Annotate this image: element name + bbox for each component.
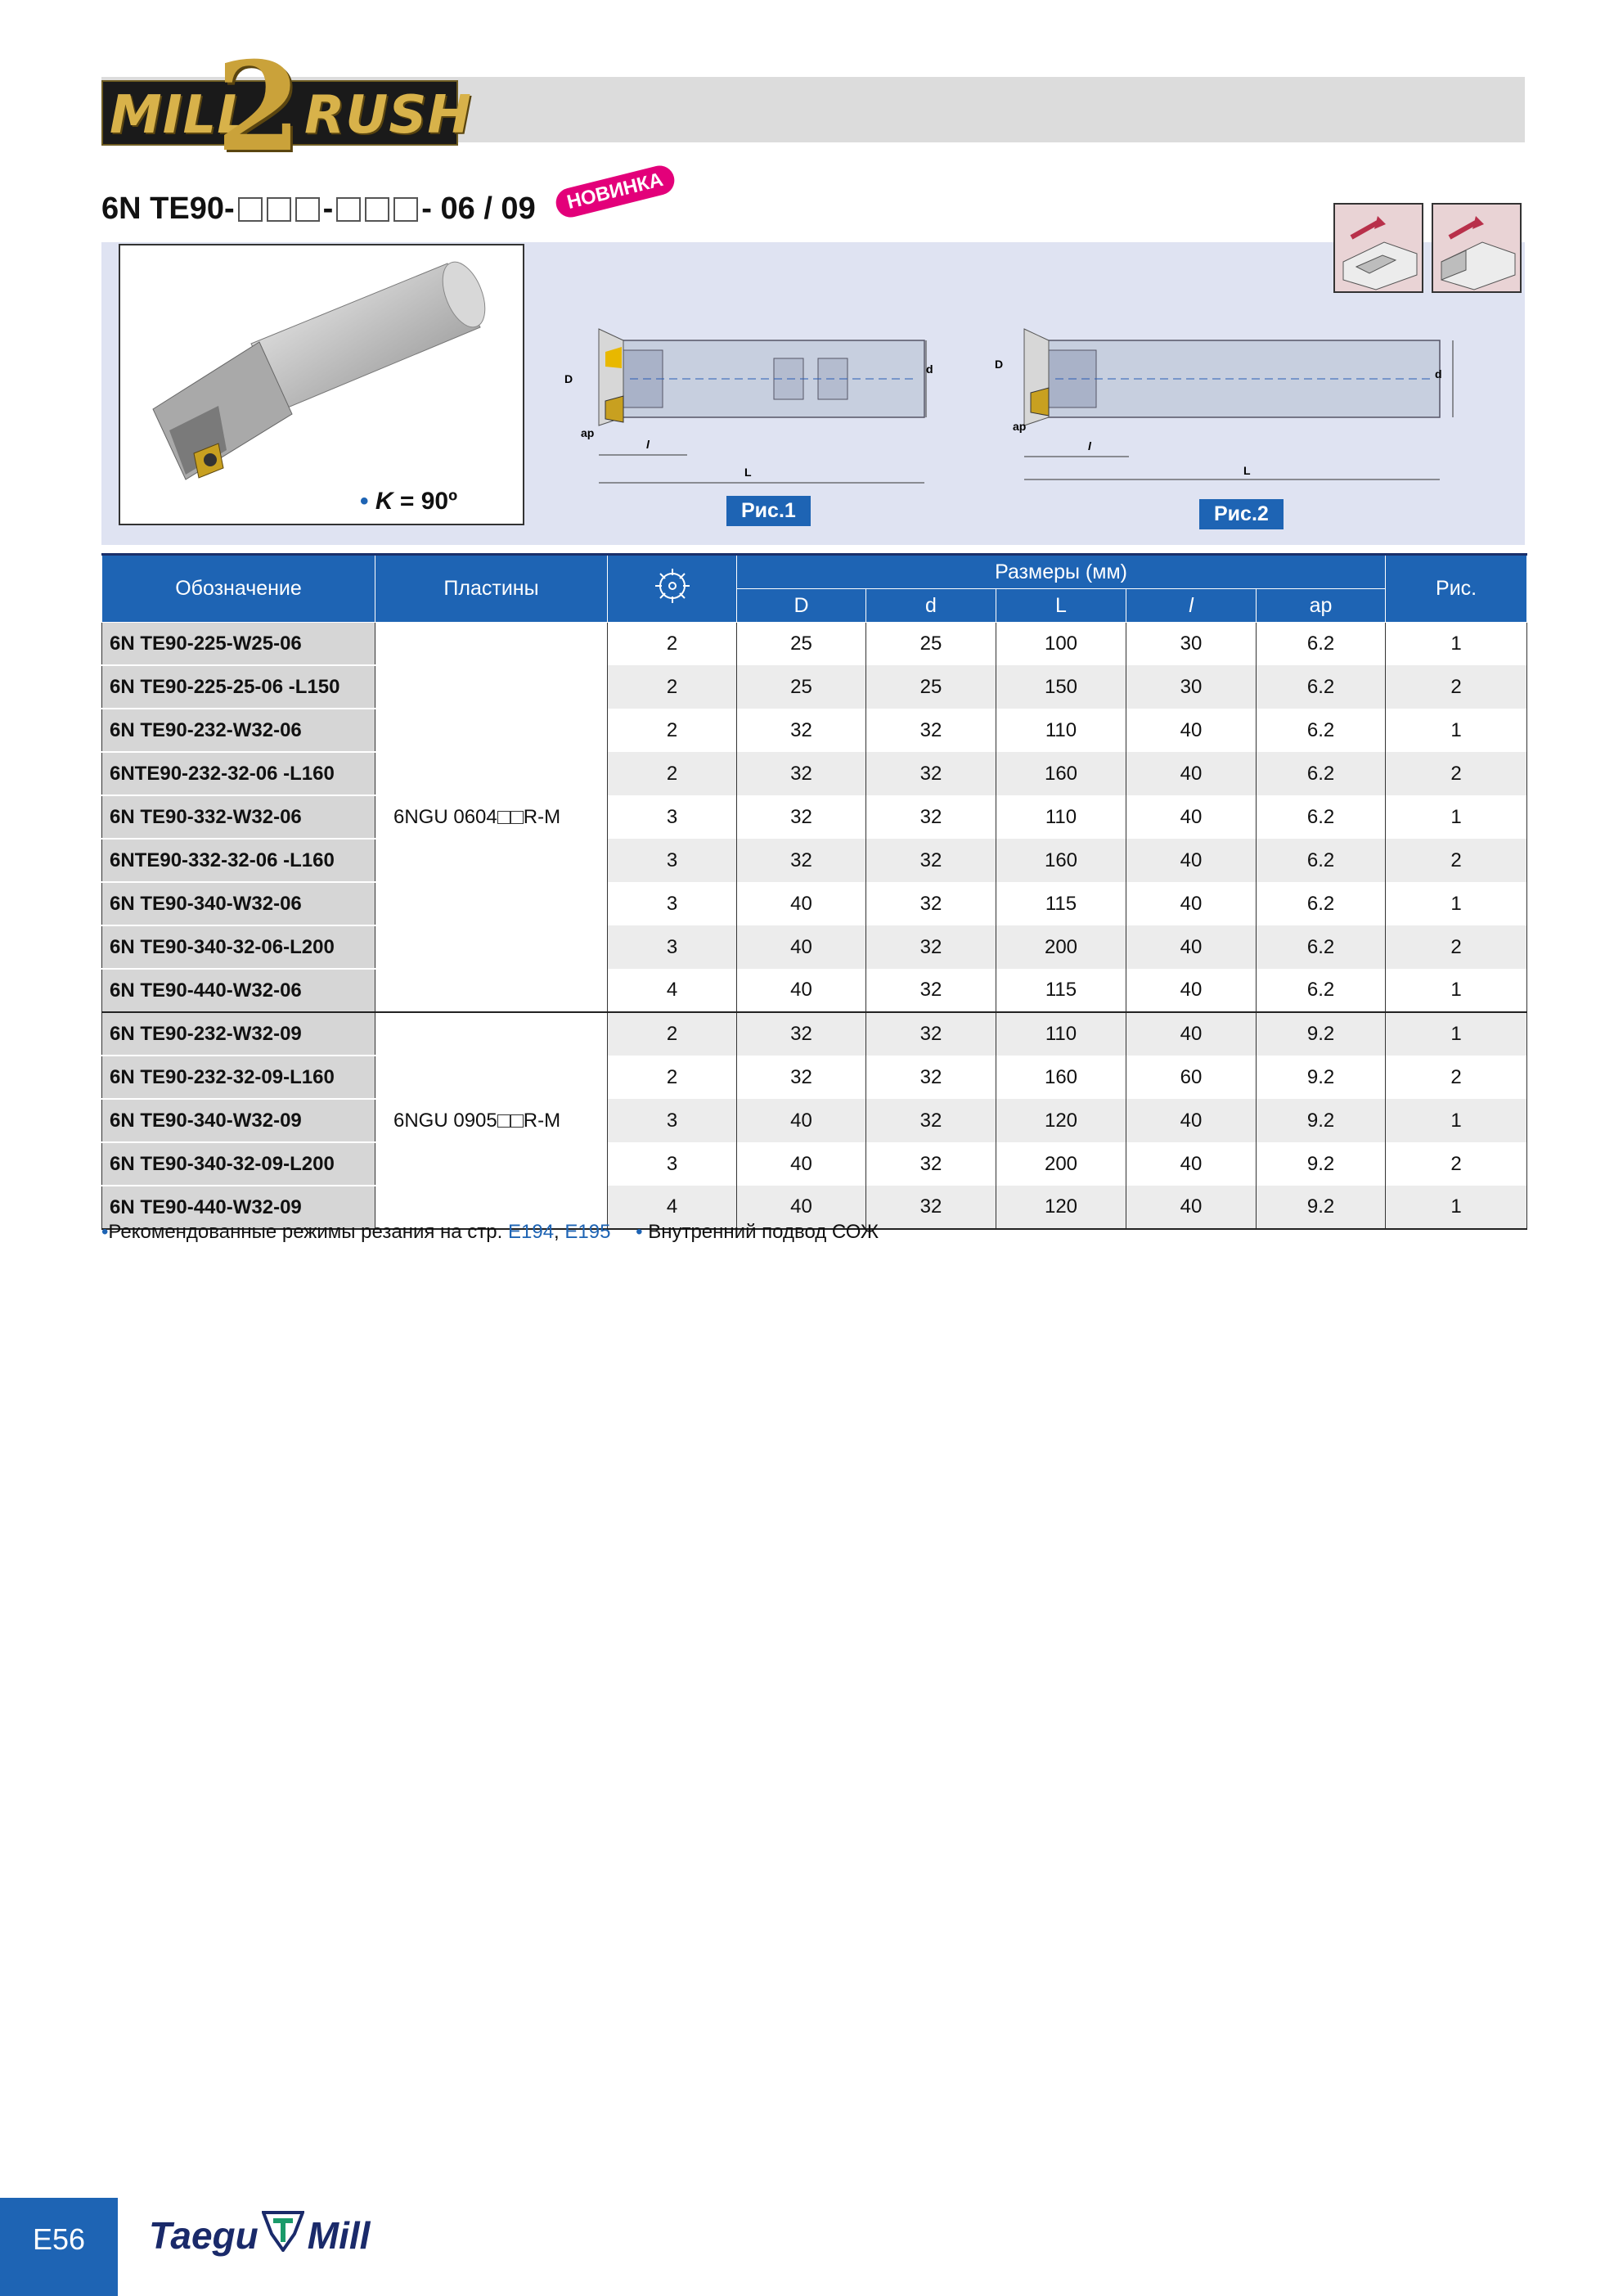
cell-ap: 9.2 bbox=[1257, 1142, 1386, 1186]
title-separator: - bbox=[322, 191, 334, 226]
cell-fig: 2 bbox=[1386, 1142, 1527, 1186]
cell-D: 40 bbox=[737, 1186, 866, 1229]
cell-insert: 6NGU 0604 R-M bbox=[375, 623, 608, 1013]
end-mill-photo-icon bbox=[120, 245, 523, 524]
table-row bbox=[102, 795, 1527, 839]
cell-fig: 1 bbox=[1386, 795, 1527, 839]
cell-ap: 6.2 bbox=[1257, 795, 1386, 839]
cell-designation: 6N TE90-225-25-06 -L150 bbox=[102, 665, 375, 709]
cell-designation: 6N TE90-232-32-09-L160 bbox=[102, 1056, 375, 1099]
fig2-dim-ap: ap bbox=[1013, 420, 1027, 433]
cell-l: 40 bbox=[1126, 1186, 1257, 1229]
fig1-drawing bbox=[556, 311, 941, 491]
cell-ap: 6.2 bbox=[1257, 709, 1386, 752]
cell-L: 110 bbox=[996, 795, 1126, 839]
cell-D: 25 bbox=[737, 665, 866, 709]
cell-ap: 6.2 bbox=[1257, 969, 1386, 1012]
cell-L: 110 bbox=[996, 1012, 1126, 1056]
cell-ap: 6.2 bbox=[1257, 665, 1386, 709]
cell-fig: 2 bbox=[1386, 1056, 1527, 1099]
cell-l: 40 bbox=[1126, 752, 1257, 795]
product-title bbox=[101, 191, 536, 227]
cell-l: 40 bbox=[1126, 1012, 1257, 1056]
cell-fig: 1 bbox=[1386, 969, 1527, 1012]
fig1-dim-D: D bbox=[564, 372, 573, 385]
cell-z: 2 bbox=[608, 752, 737, 795]
cell-l: 40 bbox=[1126, 795, 1257, 839]
cell-d: 32 bbox=[866, 709, 996, 752]
cell-designation: 6N TE90-340-W32-06 bbox=[102, 882, 375, 925]
shoulder-milling-icon bbox=[1432, 203, 1522, 293]
logo-text-right: RUSH bbox=[304, 85, 472, 146]
table-row bbox=[102, 882, 1527, 925]
cell-ap: 6.2 bbox=[1257, 882, 1386, 925]
fig1-dim-ap: ap bbox=[581, 426, 595, 439]
cell-fig: 1 bbox=[1386, 1012, 1527, 1056]
cell-L: 150 bbox=[996, 665, 1126, 709]
fig2-drawing bbox=[982, 311, 1464, 491]
cell-designation: 6N TE90-340-32-09-L200 bbox=[102, 1142, 375, 1186]
cell-D: 32 bbox=[737, 839, 866, 882]
col-dimensions: Размеры (мм) bbox=[737, 555, 1386, 589]
side-milling-icon bbox=[1333, 203, 1423, 293]
cell-fig: 2 bbox=[1386, 665, 1527, 709]
title-prefix: 6N TE90- bbox=[101, 191, 235, 226]
table-row bbox=[102, 1099, 1527, 1142]
cell-ap: 6.2 bbox=[1257, 839, 1386, 882]
cell-ap: 6.2 bbox=[1257, 623, 1386, 666]
cell-l: 40 bbox=[1126, 969, 1257, 1012]
table-row bbox=[102, 752, 1527, 795]
cell-d: 32 bbox=[866, 1186, 996, 1229]
cell-d: 32 bbox=[866, 795, 996, 839]
cell-z: 3 bbox=[608, 1142, 737, 1186]
cell-d: 32 bbox=[866, 752, 996, 795]
cell-d: 25 bbox=[866, 623, 996, 666]
table-row bbox=[102, 1142, 1527, 1186]
col-D: D bbox=[737, 589, 866, 623]
cell-l: 40 bbox=[1126, 882, 1257, 925]
taegu-mill-logo bbox=[149, 2209, 370, 2261]
cell-fig: 1 bbox=[1386, 709, 1527, 752]
table-row bbox=[102, 623, 1527, 666]
cell-l: 40 bbox=[1126, 839, 1257, 882]
cell-L: 160 bbox=[996, 839, 1126, 882]
brand-left: Taegu bbox=[149, 2213, 259, 2257]
footnotes: •Рекомендованные режимы резания на стр. E194, E195 • Внутренний подвод СОЖ bbox=[101, 1221, 879, 1243]
cell-ap: 9.2 bbox=[1257, 1099, 1386, 1142]
cell-z: 2 bbox=[608, 709, 737, 752]
cell-d: 32 bbox=[866, 1142, 996, 1186]
table-row bbox=[102, 1056, 1527, 1099]
fig2-label: Рис.2 bbox=[1199, 499, 1284, 529]
new-badge: НОВИНКА bbox=[553, 163, 677, 221]
cell-designation: 6N TE90-232-W32-06 bbox=[102, 709, 375, 752]
taegu-t-icon bbox=[262, 2209, 304, 2261]
col-L: L bbox=[996, 589, 1126, 623]
cell-d: 32 bbox=[866, 925, 996, 969]
table-row bbox=[102, 1012, 1527, 1056]
cell-L: 160 bbox=[996, 752, 1126, 795]
cell-fig: 2 bbox=[1386, 925, 1527, 969]
cell-D: 32 bbox=[737, 1012, 866, 1056]
cell-z: 2 bbox=[608, 1012, 737, 1056]
cell-L: 200 bbox=[996, 1142, 1126, 1186]
fig1-label: Рис.1 bbox=[726, 496, 811, 526]
cell-D: 32 bbox=[737, 1056, 866, 1099]
cell-D: 32 bbox=[737, 752, 866, 795]
cell-ap: 6.2 bbox=[1257, 752, 1386, 795]
cell-l: 60 bbox=[1126, 1056, 1257, 1099]
title-suffix: - 06 / 09 bbox=[421, 191, 536, 226]
cell-D: 40 bbox=[737, 882, 866, 925]
cell-d: 25 bbox=[866, 665, 996, 709]
fig2-dim-d: d bbox=[1435, 367, 1442, 380]
cell-l: 40 bbox=[1126, 1142, 1257, 1186]
cell-z: 2 bbox=[608, 665, 737, 709]
col-inserts: Пластины bbox=[375, 555, 608, 623]
cell-z: 3 bbox=[608, 1099, 737, 1142]
fig2-dim-D: D bbox=[995, 358, 1004, 371]
col-fig: Рис. bbox=[1386, 555, 1527, 623]
col-teeth bbox=[608, 555, 737, 623]
cell-L: 120 bbox=[996, 1099, 1126, 1142]
cell-fig: 2 bbox=[1386, 839, 1527, 882]
cell-designation: 6N TE90-232-W32-09 bbox=[102, 1012, 375, 1056]
cell-D: 32 bbox=[737, 709, 866, 752]
fig1-dim-l: l bbox=[646, 438, 650, 451]
mill2rush-logo bbox=[101, 35, 472, 179]
tool-photo bbox=[119, 244, 524, 525]
cell-fig: 2 bbox=[1386, 752, 1527, 795]
fig2-dim-l: l bbox=[1088, 439, 1091, 452]
cell-l: 40 bbox=[1126, 709, 1257, 752]
fig1-dim-d: d bbox=[926, 362, 933, 376]
table-row bbox=[102, 969, 1527, 1012]
cell-L: 115 bbox=[996, 969, 1126, 1012]
cell-D: 32 bbox=[737, 795, 866, 839]
cell-fig: 1 bbox=[1386, 882, 1527, 925]
cell-insert: 6NGU 0905 R-M bbox=[375, 1012, 608, 1229]
cell-D: 40 bbox=[737, 1142, 866, 1186]
cell-designation: 6N TE90-440-W32-09 bbox=[102, 1186, 375, 1229]
cell-d: 32 bbox=[866, 1012, 996, 1056]
cell-z: 3 bbox=[608, 839, 737, 882]
cell-D: 40 bbox=[737, 925, 866, 969]
cell-z: 4 bbox=[608, 969, 737, 1012]
spec-table bbox=[101, 553, 1527, 1230]
col-designation: Обозначение bbox=[102, 555, 375, 623]
table-row bbox=[102, 925, 1527, 969]
cell-l: 30 bbox=[1126, 665, 1257, 709]
table-row bbox=[102, 709, 1527, 752]
cell-l: 30 bbox=[1126, 623, 1257, 666]
kappa-symbol: K bbox=[375, 488, 393, 515]
cell-l: 40 bbox=[1126, 1099, 1257, 1142]
cell-D: 40 bbox=[737, 969, 866, 1012]
cell-designation: 6NTE90-332-32-06 -L160 bbox=[102, 839, 375, 882]
note-recommended: Рекомендованные режимы резания на стр. bbox=[108, 1221, 508, 1243]
note-coolant: Внутренний подвод СОЖ bbox=[648, 1221, 879, 1243]
table-row bbox=[102, 839, 1527, 882]
cell-L: 120 bbox=[996, 1186, 1126, 1229]
cell-ap: 9.2 bbox=[1257, 1186, 1386, 1229]
cell-designation: 6N TE90-225-W25-06 bbox=[102, 623, 375, 666]
fig1-dim-L: L bbox=[744, 466, 752, 479]
cell-z: 3 bbox=[608, 795, 737, 839]
cell-L: 100 bbox=[996, 623, 1126, 666]
cell-D: 25 bbox=[737, 623, 866, 666]
table-row bbox=[102, 665, 1527, 709]
kappa-label: • K = 90º bbox=[360, 488, 458, 515]
cell-z: 2 bbox=[608, 623, 737, 666]
cell-ap: 6.2 bbox=[1257, 925, 1386, 969]
cell-L: 200 bbox=[996, 925, 1126, 969]
cell-fig: 1 bbox=[1386, 1099, 1527, 1142]
cell-d: 32 bbox=[866, 882, 996, 925]
teeth-count-icon bbox=[652, 565, 693, 606]
kappa-value: = 90º bbox=[399, 488, 458, 515]
cell-d: 32 bbox=[866, 839, 996, 882]
cell-fig: 1 bbox=[1386, 1186, 1527, 1229]
cell-designation: 6N TE90-340-32-06-L200 bbox=[102, 925, 375, 969]
ref-link-e194[interactable]: E194 bbox=[507, 1221, 555, 1243]
cell-L: 115 bbox=[996, 882, 1126, 925]
cell-designation: 6N TE90-340-W32-09 bbox=[102, 1099, 375, 1142]
col-l: l bbox=[1126, 589, 1257, 623]
cell-ap: 9.2 bbox=[1257, 1056, 1386, 1099]
cell-L: 160 bbox=[996, 1056, 1126, 1099]
col-d: d bbox=[866, 589, 996, 623]
cell-designation: 6N TE90-440-W32-06 bbox=[102, 969, 375, 1012]
logo-text-left: MILL bbox=[110, 85, 252, 146]
cell-d: 32 bbox=[866, 1099, 996, 1142]
logo-numeral: 2 bbox=[216, 35, 302, 179]
brand-right: Mill bbox=[307, 2213, 371, 2257]
cell-z: 3 bbox=[608, 925, 737, 969]
cell-z: 2 bbox=[608, 1056, 737, 1099]
ref-link-e195[interactable]: E195 bbox=[564, 1221, 611, 1243]
cell-designation: 6N TE90-332-W32-06 bbox=[102, 795, 375, 839]
col-ap: ap bbox=[1257, 589, 1386, 623]
cell-ap: 9.2 bbox=[1257, 1012, 1386, 1056]
cell-d: 32 bbox=[866, 969, 996, 1012]
cell-fig: 1 bbox=[1386, 623, 1527, 666]
page-number: E56 bbox=[0, 2198, 118, 2296]
cell-designation: 6NTE90-232-32-06 -L160 bbox=[102, 752, 375, 795]
cell-d: 32 bbox=[866, 1056, 996, 1099]
cell-D: 40 bbox=[737, 1099, 866, 1142]
cell-L: 110 bbox=[996, 709, 1126, 752]
cell-l: 40 bbox=[1126, 925, 1257, 969]
cell-z: 3 bbox=[608, 882, 737, 925]
cell-z: 4 bbox=[608, 1186, 737, 1229]
fig2-dim-L: L bbox=[1243, 464, 1251, 477]
